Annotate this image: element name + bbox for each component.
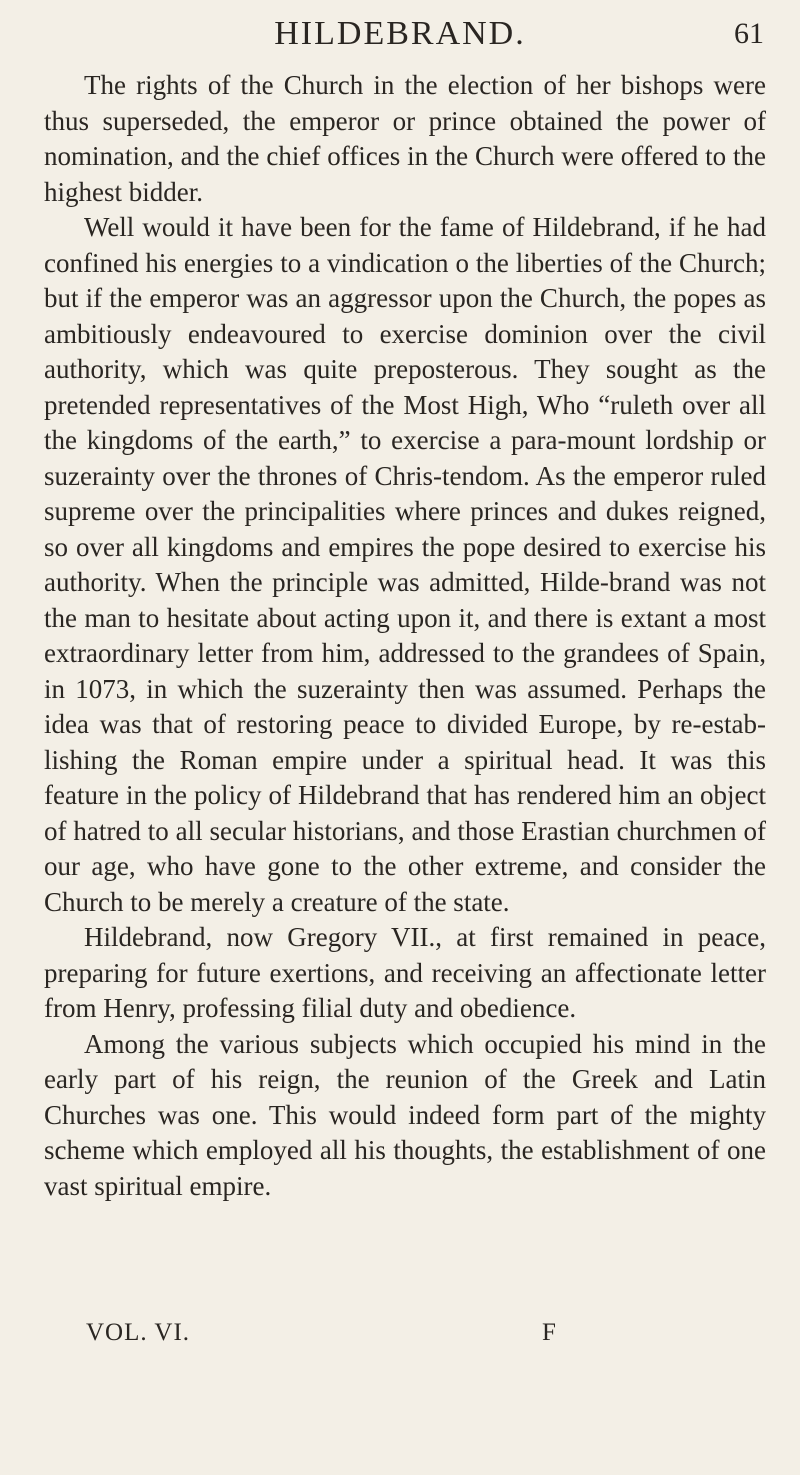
body-text — [44, 68, 766, 1204]
running-title: HILDEBRAND. — [274, 15, 526, 52]
paragraph-3: Hildebrand, now Gregory VII., at first remained in peace, preparing for future exertions, and receiving an affectionate letter from Henry, professing filial duty and obedience. — [44, 922, 766, 1023]
page-number: 61 — [734, 17, 764, 50]
paragraph-2: Well would it have been for the fame of Hildebrand, if he had confined his energies to a vindication o the liberties of the Church; but if the emperor was an aggressor upon the Church, the popes as ambitiously endeavoured to exercise dominion over the civil authority, which was quite preposterous. They sought as the pretended representatives of the Most High, Who “ruleth over all the kingdoms of the earth,” to exercise a para-mount lordship or suzerainty over the thrones of Chris-tendom. As the emperor ruled supreme over the principalities where princes and dukes reigned, so over all kingdoms and empires the pope desired to exercise his authority. When the principle was admitted, Hilde-brand was not the man to hesitate about acting upon it, and there is extant a most extraordinary letter from him, addressed to the grandees of Spain, in 1073, in which the suzerainty then was assumed. Perhaps the idea was that of restoring peace to divided Europe, by re-estab-lishing the Roman empire under a spiritual head. It was this feature in the policy of Hildebrand that has rendered him an object of hatred to all secular historians, and those Erastian churchmen of our age, who have gone to the other extreme, and consider the Church to be merely a creature of the state. — [44, 212, 766, 917]
page-footer — [86, 1316, 706, 1350]
running-head — [0, 10, 800, 58]
paragraph-4: Among the various subjects which occupied his mind in the early part of his reign, the reunion of the Greek and Latin Churches was one. This would indeed form part of the mighty scheme which employed all his thoughts, the establishment of one vast spiritual empire. — [44, 1028, 766, 1201]
signature-mark: F — [542, 1319, 557, 1346]
volume-label: VOL. VI. — [86, 1319, 191, 1346]
paragraph-1: The rights of the Church in the election of her bishops were thus superseded, the emperor or prince obtained the power of nomination, and the chief offices in the Church were offered to the highest bidder. — [44, 70, 766, 207]
